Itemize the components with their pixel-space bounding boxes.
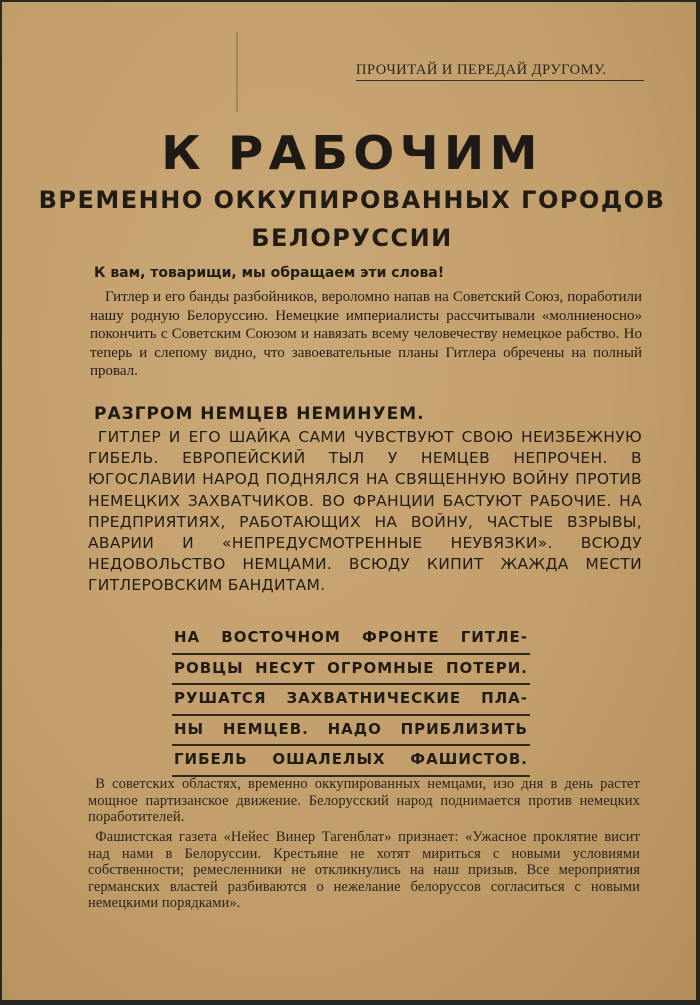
salutation: К вам, товарищи, мы обращаем эти слова!	[94, 265, 445, 281]
read-and-pass-note: ПРОЧИТАЙ И ПЕРЕДАЙ ДРУГОМУ.	[356, 62, 644, 81]
paragraph-newspaper-quote: Фашистская газета «Нейес Винер Тагенблат» признает: «Ужасное проклятие висит над нами в Белоруссии. Крестьяне не хотят мириться с новыми условиями собственности; ремесленники не откликнулись на наш призыв. Все мероприятия германских властей разбиваются о нежелание белоруссов согласиться с новыми немецкими порядками».	[88, 829, 640, 912]
emphasis-line: ГИБЕЛЬ ОШАЛЕЛЫХ ФАШИСТОВ.	[172, 746, 530, 777]
emphasis-box	[172, 624, 530, 777]
leaflet-title: К РАБОЧИМ	[161, 126, 543, 180]
paper-crease	[236, 32, 238, 112]
emphasis-line: РУШАТСЯ ЗАХВАТНИЧЕСКИЕ ПЛА-	[172, 685, 530, 716]
leaflet-page	[2, 2, 696, 1000]
emphasis-line: РОВЦЫ НЕСУТ ОГРОМНЫЕ ПОТЕРИ.	[172, 655, 530, 686]
emphasis-line: НА ВОСТОЧНОМ ФРОНТЕ ГИТЛЕ-	[172, 624, 530, 655]
paragraph-partisans: В советских областях, временно оккупированных немцами, изо дня в день растет мощное партизанское движение. Белорусский народ поднимается против немецких поработителей.	[88, 776, 640, 826]
leaflet-subtitle-line2: БЕЛОРУССИИ	[251, 224, 453, 252]
section-heading: РАЗГРОМ НЕМЦЕВ НЕМИНУЕМ.	[94, 404, 425, 424]
emphasis-line: НЫ НЕМЦЕВ. НАДО ПРИБЛИЗИТЬ	[172, 716, 530, 747]
paragraph-intro: Гитлер и его банды разбойников, вероломно напав на Советский Союз, поработили нашу родную Белоруссию. Немецкие империалисты рассчитывали «молниеносно» покончить с Советским Союзом и навязать всему человечеству немецкое рабство. Но теперь и слепому видно, что завоевательные планы Гитлера обречены на полный провал.	[90, 289, 642, 380]
leaflet-subtitle-line1: ВРЕМЕННО ОККУПИРОВАННЫХ ГОРОДОВ	[38, 186, 666, 214]
paragraph-capitals: ГИТЛЕР И ЕГО ШАЙКА САМИ ЧУВСТВУЮТ СВОЮ НЕИЗБЕЖНУЮ ГИБЕЛЬ. ЕВРОПЕЙСКИЙ ТЫЛ У НЕМЦЕВ НЕПРОЧЕН. В ЮГОСЛАВИИ НАРОД ПОДНЯЛСЯ НА СВЯЩЕННУЮ ВОЙНУ ПРОТИВ НЕМЕЦКИХ ЗАХВАТЧИКОВ. ВО ФРАНЦИИ БАСТУЮТ РАБОЧИЕ. НА ПРЕДПРИЯТИЯХ, РАБОТАЮЩИХ НА ВОЙНУ, ЧАСТЫЕ ВЗРЫВЫ, АВАРИИ И «НЕПРЕДУСМОТРЕННЫЕ НЕУВЯЗКИ». ВСЮДУ НЕДОВОЛЬСТВО НЕМЦАМИ. ВСЮДУ КИПИТ ЖАЖДА МЕСТИ ГИТЛЕРОВСКИМ БАНДИТАМ.	[88, 428, 642, 595]
